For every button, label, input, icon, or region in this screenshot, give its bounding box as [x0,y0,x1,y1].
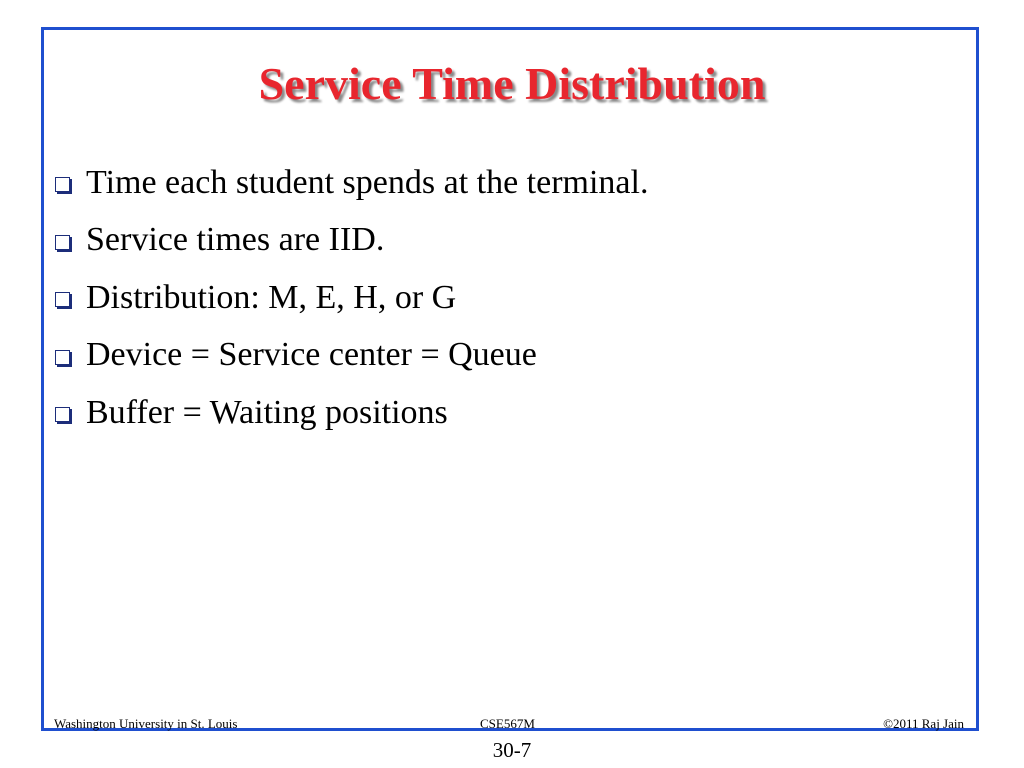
list-item [55,269,955,327]
list-item [55,154,955,212]
footer-copyright: ©2011 Raj Jain [883,716,964,731]
checkbox-square-icon [55,177,70,192]
slide-title: Service Time Distribution [258,58,766,109]
page-number: 30-7 [492,738,532,762]
checkbox-square-icon [55,292,70,307]
footer-institution: Washington University in St. Louis [54,716,238,731]
bullet-text: Buffer = Waiting positions [86,393,448,431]
checkbox-square-icon [55,350,70,365]
list-item [55,327,955,385]
bullet-text: Time each student spends at the terminal. [86,163,649,201]
checkbox-square-icon [55,235,70,250]
bullet-text: Distribution: M, E, H, or G [86,278,457,316]
bullet-list [55,154,955,442]
bullet-text: Device = Service center = Queue [86,336,537,374]
footer-course: CSE567M [480,716,535,731]
list-item [55,384,955,442]
bullet-text: Service times are IID. [86,221,385,259]
list-item [55,212,955,270]
checkbox-square-icon [55,407,70,422]
